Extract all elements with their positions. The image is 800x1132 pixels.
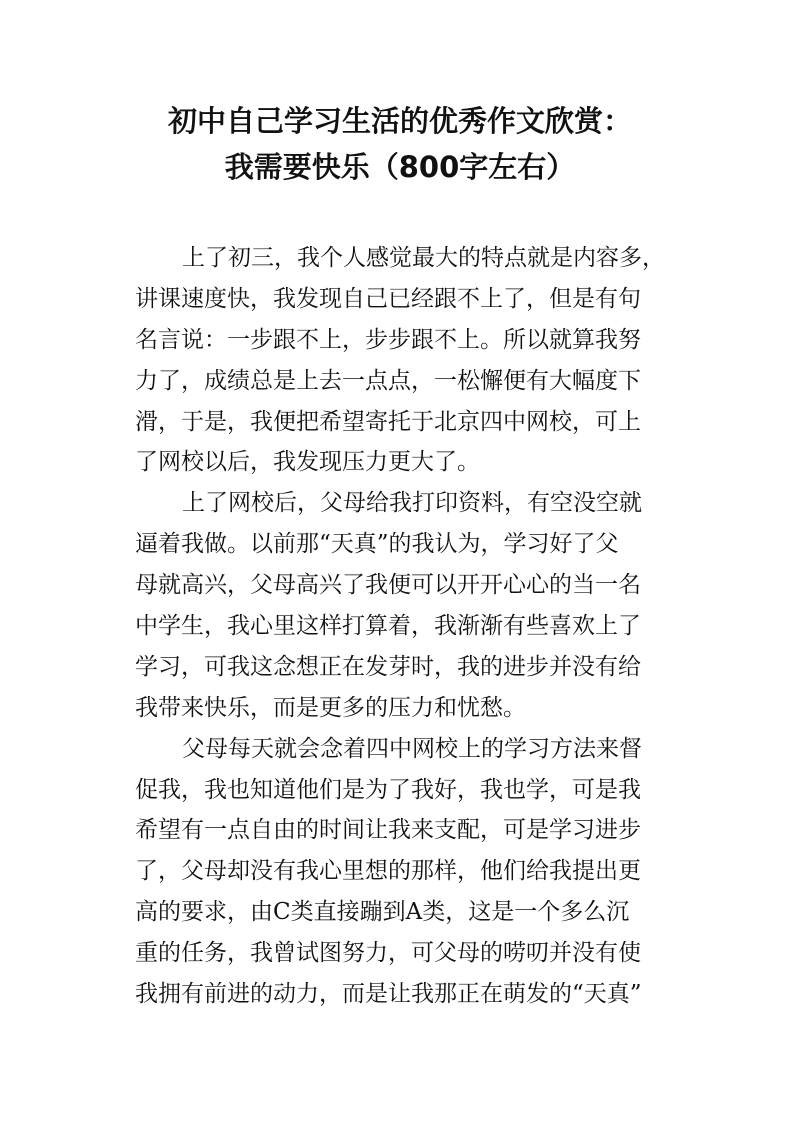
paragraph-2-line: 我带来快乐，而是更多的压力和忧愁。 (135, 694, 526, 721)
paragraph-2-line: 母就高兴，父母高兴了我便可以开开心心的当一名 (135, 572, 641, 599)
paragraph-2-line: 中学生，我心里这样打算着，我渐渐有些喜欢上了 (135, 613, 641, 640)
paragraph-3-line: 重的任务，我曾试图努力，可父母的唠叨并没有使 (135, 940, 641, 967)
paragraph-1-line: 名言说：一步跟不上，步步跟不上。所以就算我努 (135, 326, 641, 353)
paragraph-3-line: 父母每天就会念着四中网校上的学习方法来督 (182, 735, 642, 762)
paragraph-3-line: 促我，我也知道他们是为了我好，我也学，可是我 (135, 776, 641, 803)
paragraph-2-line: 上了网校后，父母给我打印资料，有空没空就 (182, 490, 642, 517)
paragraph-2-line: 学习，可我这念想正在发芽时，我的进步并没有给 (135, 653, 641, 680)
title-line-2: 我需要快乐（800字左右） (224, 150, 576, 184)
paragraph-3-line: 了，父母却没有我心里想的那样，他们给我提出更 (135, 858, 641, 885)
paragraph-1-line: 滑，于是，我便把希望寄托于北京四中网校，可上 (135, 408, 641, 435)
paragraph-1-line: 上了初三，我个人感觉最大的特点就是内容多， (182, 245, 665, 271)
title-line-1: 初中自己学习生活的优秀作文欣赏： (167, 104, 632, 138)
document-body (135, 238, 675, 1015)
paragraph-3-line: 高的要求，由C类直接蹦到A类，这是一个多么沉 (135, 899, 630, 926)
paragraph-3-line: 我拥有前进的动力，而是让我那正在萌发的“天真” (135, 981, 642, 1008)
paragraph-1-line: 了网校以后，我发现压力更大了。 (135, 449, 480, 476)
paragraph-1-line: 讲课速度快，我发现自己已经跟不上了，但是有句 (135, 285, 641, 312)
document-title (0, 98, 800, 190)
paragraph-2-line: 逼着我做。以前那“天真”的我认为，学习好了父 (135, 531, 619, 558)
paragraph-1-line: 力了，成绩总是上去一点点，一松懈便有大幅度下 (135, 367, 641, 394)
paragraph-3-line: 希望有一点自由的时间让我来支配，可是学习进步 (135, 817, 641, 844)
